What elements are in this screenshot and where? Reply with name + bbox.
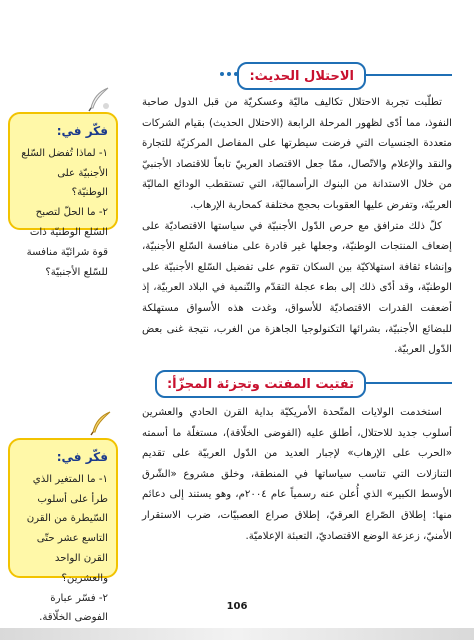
heading-rule [366,382,452,384]
think-box-1 [8,112,118,278]
think-box-title: فكّر في: [56,450,108,464]
paragraph: كلّ ذلك مترافق مع حرص الدّول الأجنبيّة في سياستها الاقتصاديّة على إضعاف المنتجات الوطنيّة، وجعلها غير قادرة على منافسة السّلع الأجنبيّة، وإنشاء ثقافة استهلاكيّة بين السكان تقوم على تفضيل السّلع الأجنبيّة على الوطنيّة، وقد أدّى ذلك إلى بطء عجلة التقدّم والتّنمية في البلاد العربيّة، إذ أضعفت القدرات الاقتصاديّة للأسواق، وغدت هذه الأسواق مستهلكة للبضائع الأجنبيّة، بشرائها التكنولوجيا الجاهزة من الغرب، نتيجة غنى بعض الدّول العربيّة. [142,220,452,356]
think-question: ١- ما المتغير الذي طرأ على أسلوب السّيطرة من القرن التاسع عشر حتّى القرن الواحد والعشرين؟ [26,473,108,584]
paragraph: تطلّبت تجربة الاحتلال تكاليف ماليّة وعسكريّة من قبل الدول صاحبة النفوذ، مما أدّى لظهور المرحلة الرابعة (الاحتلال الحديث) بقيام الشركات متعددة الجنسيات التي فرضت سيطرتها على المفاصل المركزيّة للتجارة والنقد والإعلام والاتّصال، ممّا جعل الاقتصاد العربيّ تابعاً للاقتصاد الأجنبيّ من خلال الاستدانة من البنوك الرأسماليّة، التي تستقطب الودائع الماليّة العربيّة، وتفرض عليها العقوبات بحجج مختلفة كمحاربة الإرهاب. [142,97,452,211]
quill-pen-icon [88,410,114,436]
heading-dots [220,72,238,76]
section-body-fragmentation [142,403,452,547]
section-heading-text: الاحتلال الحديث: [249,68,354,84]
think-question: ١- لماذا تُفضل السّلع الأجنبيّة على الوطنيّة؟ [21,147,108,199]
page-number: 106 [226,601,248,612]
section-heading-text: تفتيت المفتت وتجزئة المجزّأ: [166,376,354,392]
section-heading-modern-occupation [237,62,366,90]
footer-stripe [0,628,474,640]
section-heading-fragmentation [155,370,366,398]
think-box-2 [8,438,118,624]
think-question: ٢- ما الحلّ لتصبح السّلع الوطنيّة ذات قوة شرائيّة منافسة للسّلع الأجنبيّة؟ [26,207,108,278]
think-box-title: فكّر في: [56,124,108,138]
section-body-modern-occupation [142,93,452,361]
quill-pen-icon [86,86,112,112]
paragraph: استخدمت الولايات المتّحدة الأمريكيّة بداية القرن الحادي والعشرين أسلوب جديد للاحتلال، أطلق عليه (الفوضى الخلّاقة)، مستغلّة ما أسمته «الحرب على الإرهاب» لإجبار العديد من الدّول العربيّة على تقديم التنازلات التي تناسب سياساتها في المنطقة، وخلق مشروع «الشّرق الأوسط الكبير» الذي أُعلن عنه رسمياً عام ٢٠٠٤م، وهو يستند إلى دعائم منها: إطلاق الصّراع العرقيّ، إطلاق صراع العصبيّات، ضرب الاستقرار الأمنيّ، زعزعة الوضع الاقتصاديّ، التعبئة الإعلاميّة. [142,407,452,542]
heading-rule [366,74,452,76]
think-question: ٢- فسّر عبارة الفوضى الخلّاقة. [39,592,108,624]
